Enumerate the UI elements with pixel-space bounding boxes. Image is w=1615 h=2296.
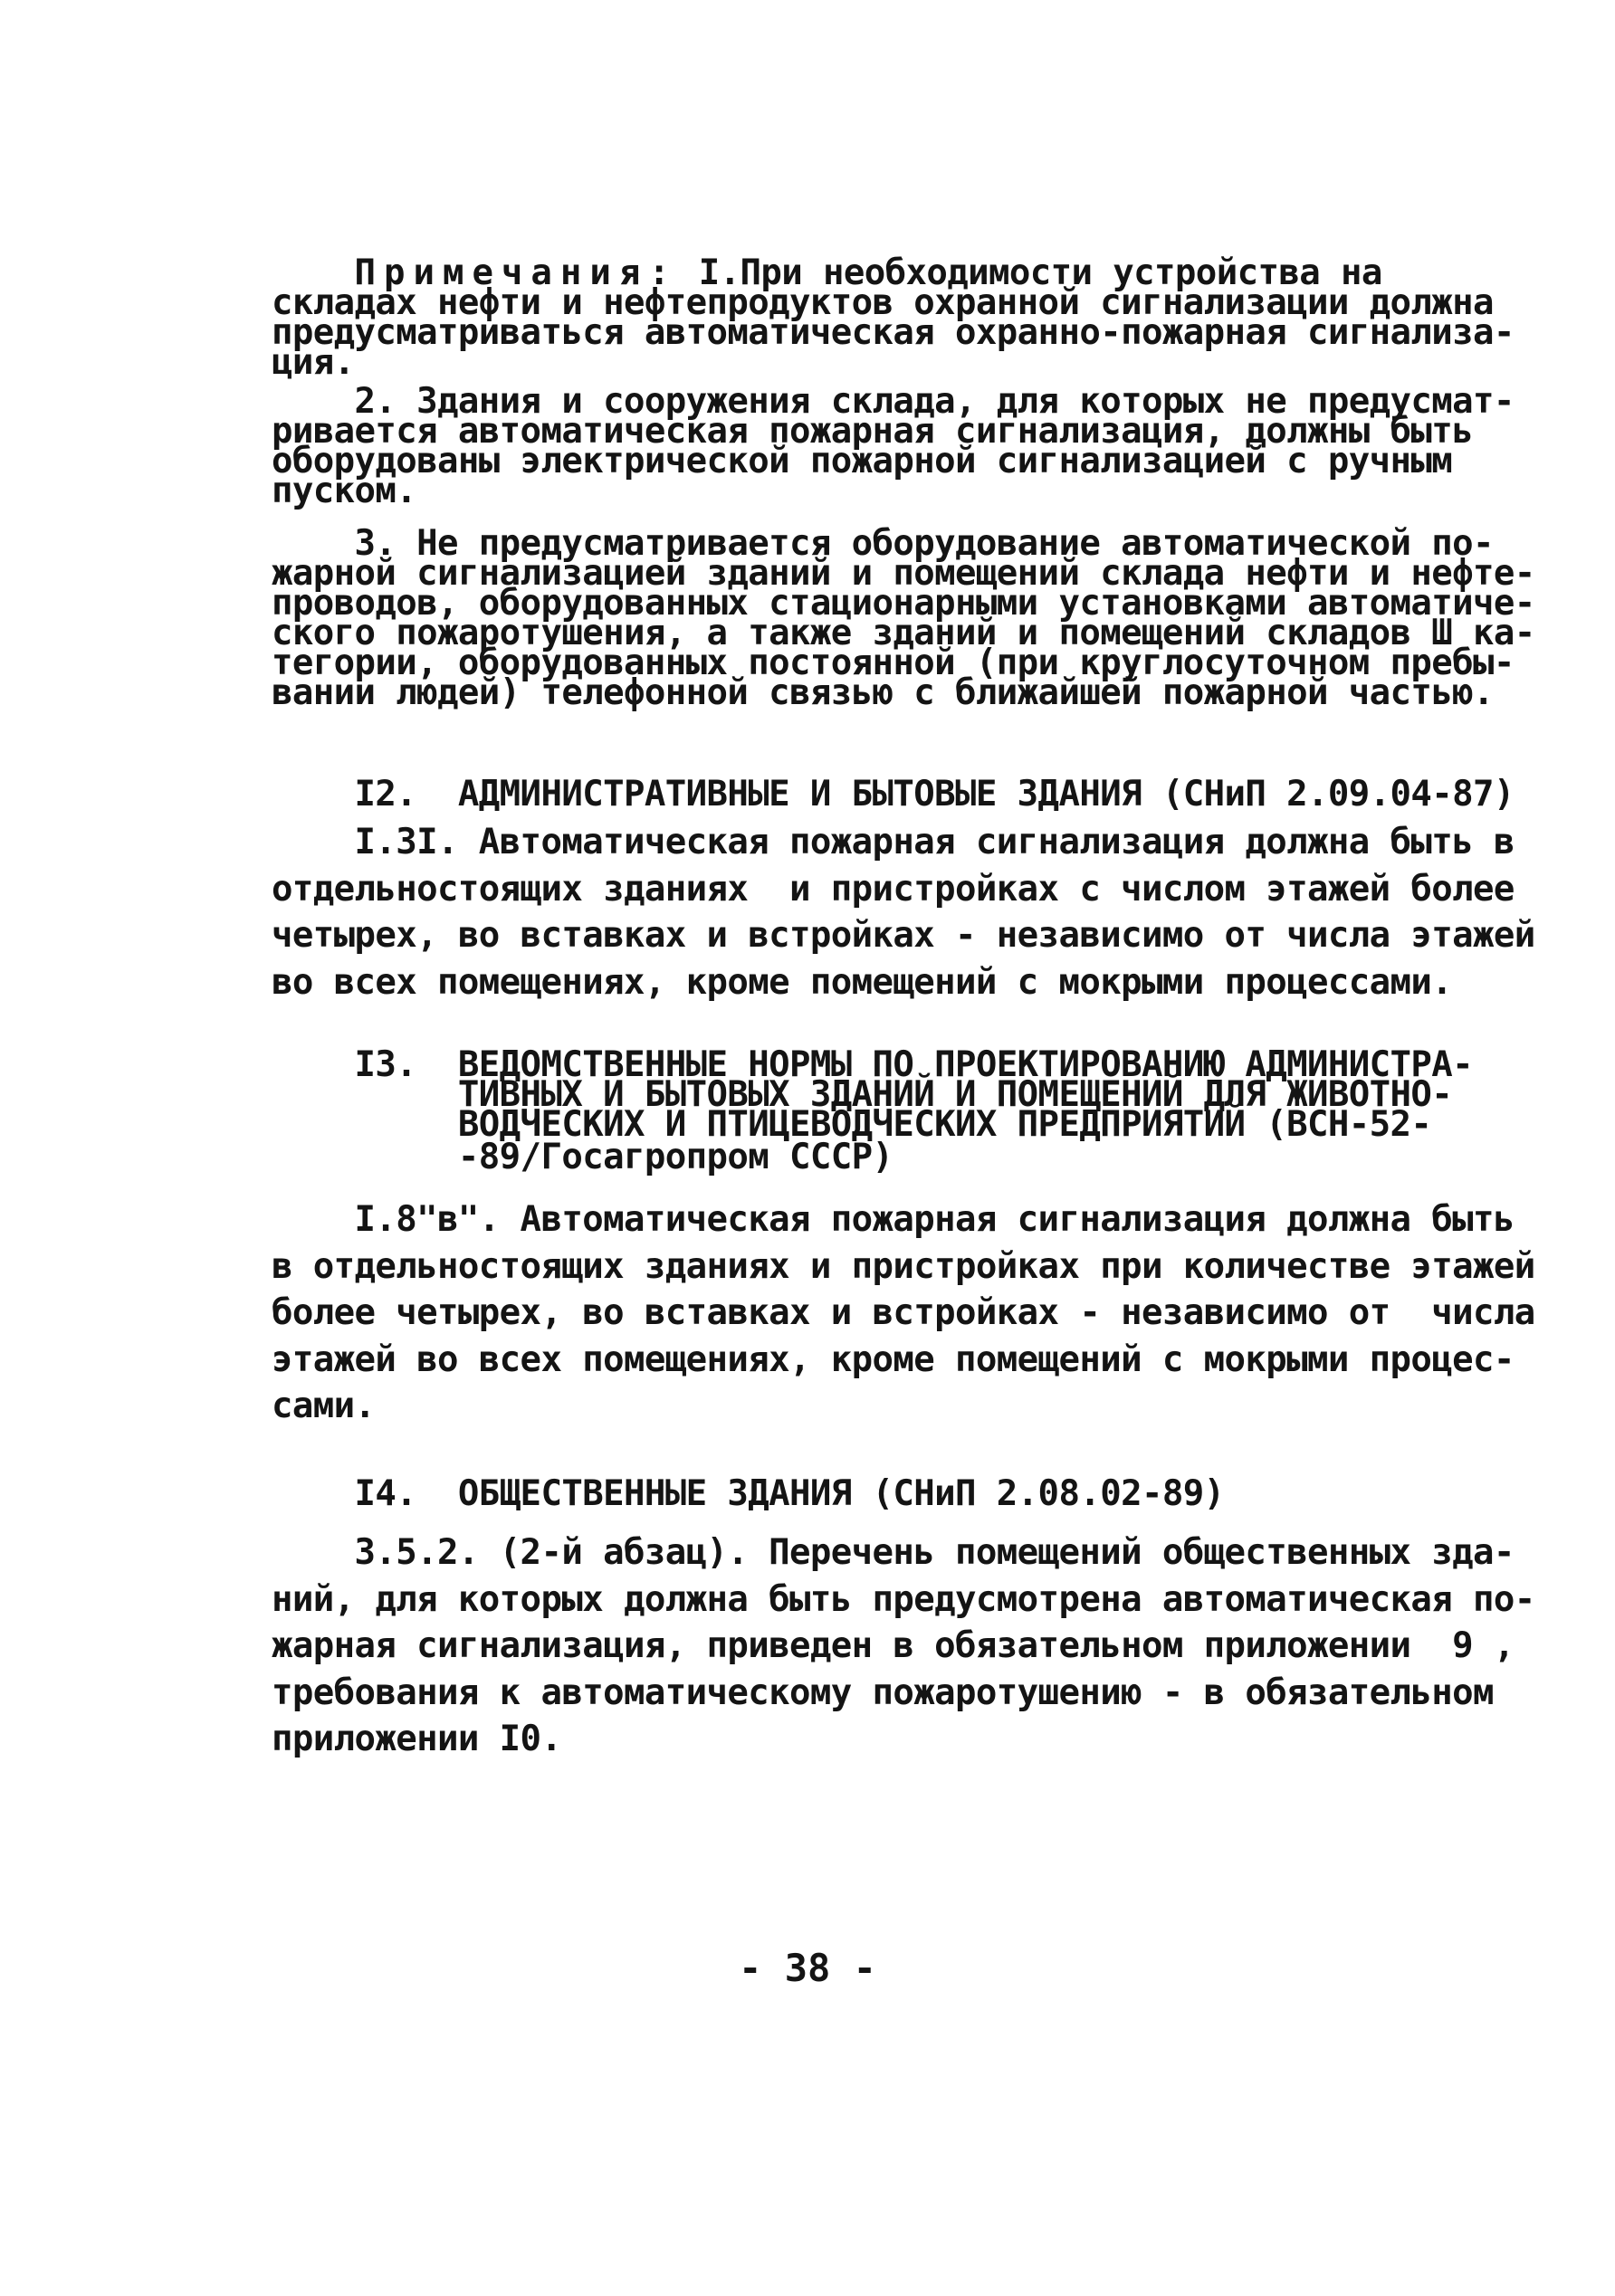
section-13-line: этажей во всех помещениях, кроме помещений с мокрыми процес- [272, 1339, 1515, 1380]
section-14-body [272, 1529, 1535, 1763]
note-3-line: 3. Не предусматривается оборудование автоматической по- [272, 523, 1494, 564]
section-14-line: требования к автоматическому пожаротушению - в обязательном [272, 1672, 1494, 1713]
section-14-line: приложении I0. [272, 1719, 562, 1759]
notes-label: Примечания: [354, 252, 678, 293]
section-12-heading-block [272, 771, 1515, 817]
note-2-block [272, 381, 1515, 511]
note-3-line: тегории, оборудованных постоянной (при круглосуточном пребы- [272, 643, 1515, 683]
section-13-heading-line: I3. ВЕДОМСТВЕННЫЕ НОРМЫ ПО ПРОЕКТИРОВАНИЮ АДМИНИСТРА- [272, 1044, 1474, 1085]
section-13-line: более четырех, во вставках и встройках - независимо от числа [272, 1292, 1535, 1333]
section-13-line: I.8"в". Автоматическая пожарная сигнализация должна быть [272, 1199, 1515, 1240]
note-1-line: складах нефти и нефтепродуктов охранной сигнализации должна [272, 282, 1494, 323]
note-1-line: предусматриваться автоматическая охранно-пожарная сигнализа- [272, 312, 1515, 353]
section-14-heading: I4. ОБЩЕСТВЕННЫЕ ЗДАНИЯ (СНиП 2.08.02-89) [272, 1473, 1225, 1514]
note-2-line: оборудованы электрической пожарной сигнализацией с ручным [272, 441, 1453, 481]
section-12-line: четырех, во вставках и встройках - независимо от числа этажей [272, 915, 1535, 956]
section-14-line: 3.5.2. (2-й абзац). Перечень помещений общественных зда- [272, 1532, 1515, 1573]
note-3-line: вании людей) телефонной связью с ближайшей пожарной частью. [272, 672, 1494, 713]
section-12-line: I.3I. Автоматическая пожарная сигнализация должна быть в [272, 822, 1515, 862]
notes-block [272, 252, 1515, 383]
section-12-body [272, 819, 1535, 1005]
note-3-line: проводов, оборудованных стационарными установками автоматиче- [272, 583, 1535, 624]
note-3-line: жарной сигнализацией зданий и помещений склада нефти и нефте- [272, 553, 1535, 594]
section-14-line: жарная сигнализация, приведен в обязательном приложении 9 , [272, 1625, 1515, 1666]
section-13-body [272, 1196, 1535, 1430]
section-12-heading: I2. АДМИНИСТРАТИВНЫЕ И БЫТОВЫЕ ЗДАНИЯ (СНиП 2.09.04-87) [272, 774, 1515, 815]
section-12-line: отдельностоящих зданиях и пристройках с числом этажей более [272, 868, 1515, 910]
note-3-block [272, 523, 1535, 713]
note-2-line: ривается автоматическая пожарная сигнализация, должны быть [272, 411, 1474, 452]
section-13-line: в отдельностоящих зданиях и пристройках при количестве этажей [272, 1245, 1535, 1287]
section-13-heading-line: -89/Госагропром СССР) [272, 1137, 894, 1177]
section-13-line: сами. [272, 1386, 376, 1426]
note-1-text: I.При необходимости устройства на [677, 252, 1382, 293]
section-13-heading-line: ВОДЧЕСКИХ И ПТИЦЕВОДЧЕСКИХ ПРЕДПРИЯТИЙ (ВСН-52- [272, 1104, 1432, 1145]
section-14-line: ний, для которых должна быть предусмотрена автоматическая по- [272, 1578, 1535, 1620]
section-13-heading-block [272, 1044, 1474, 1177]
note-2-line: 2. Здания и сооружения склада, для которых не предусмат- [272, 381, 1515, 422]
section-12-line: во всех помещениях, кроме помещений с мокрыми процессами. [272, 961, 1453, 1003]
note-1-line: ция. [272, 342, 355, 383]
note-3-line: ского пожаротушения, а также зданий и помещений складов Ш ка- [272, 613, 1535, 653]
page-number: - 38 - [739, 1946, 876, 1990]
section-13-heading-line: ТИВНЫХ И БЫТОВЫХ ЗДАНИЙ И ПОМЕЩЕНИЙ ДЛЯ ЖИВОТНО- [272, 1074, 1453, 1115]
note-2-line: пуском. [272, 471, 417, 511]
section-14-heading-block [272, 1471, 1426, 1517]
